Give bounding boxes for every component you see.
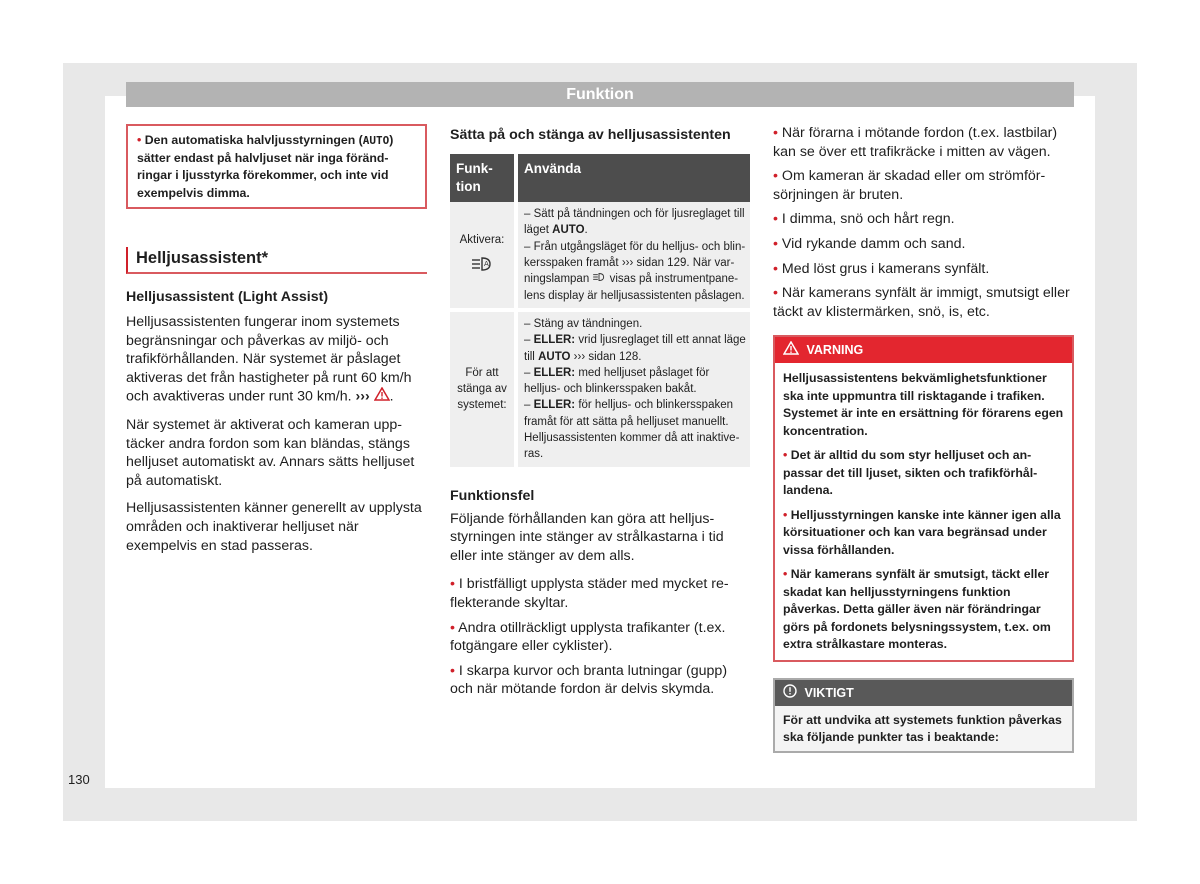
table-text: – xyxy=(524,334,534,347)
warning-triangle-icon xyxy=(374,387,390,407)
warning-triangle-icon xyxy=(783,338,799,364)
table-text: . xyxy=(638,350,642,363)
table-text: vrid ljusreglaget till ett annat läge till xyxy=(524,334,746,363)
table-emphasis: ELLER: xyxy=(533,399,576,412)
important-body: För att undvika att systemets funktion påverkas ska följande punkter tas i beaktande: xyxy=(775,706,1072,751)
row-label-cell xyxy=(450,310,516,467)
column-left xyxy=(126,124,427,555)
table-text: – Från utgångsläget för du helljus- och blinkersspaken framåt xyxy=(524,240,746,269)
section-title: Helljusassistent* xyxy=(126,247,427,274)
bullet-dot: • xyxy=(783,507,788,522)
page-reference-link[interactable]: ››› sidan 128 xyxy=(573,350,639,363)
table-text: – xyxy=(524,366,534,379)
paragraph: Helljusassistenten känner generellt av upplysta områden och inaktiverar helljuset när exempelvis en stad passeras. xyxy=(126,500,422,554)
paragraph: När systemet är aktiverat och kameran upptäcker andra fordon som kan bländas, stängs helljuset automatiskt av. Annars sätts helljuset på automatiskt. xyxy=(126,416,415,489)
table-emphasis: ELLER: xyxy=(533,334,576,347)
bullet-dot: • xyxy=(783,567,788,582)
list-item-text: I skarpa kurvor och branta lutningar (gupp) och när mötande fordon är delvis skymda. xyxy=(450,662,728,698)
important-header xyxy=(775,680,1072,706)
auto-symbol: AUTO xyxy=(538,350,571,363)
important-title: VIKTIGT xyxy=(804,685,854,700)
bullet-dot: • xyxy=(773,285,778,302)
table-text: – xyxy=(524,399,534,412)
list-item xyxy=(773,235,1074,254)
column-right xyxy=(773,124,1074,753)
row-text-cell xyxy=(516,310,750,467)
table-text: . När varningslampan xyxy=(524,256,735,286)
list-item xyxy=(773,260,1074,279)
warning-point xyxy=(783,566,1064,654)
table-line: – Stäng av tändningen. xyxy=(524,317,643,330)
table-header-row xyxy=(450,154,750,202)
list-item xyxy=(773,284,1074,321)
bullet-dot: • xyxy=(773,168,778,185)
paragraph: Följande förhållanden kan göra att helljusstyrningen inte stänger av strålkastarna i tid eller inte stänger av dem alls. xyxy=(450,510,724,564)
list-item-text: I bristfälligt upplysta städer med mycket reflekterande skyltar. xyxy=(450,576,729,612)
table-header-use: Använda xyxy=(516,154,750,202)
paragraph-text: Helljusassistenten fungerar inom systemets begränsningar och påverkas av miljö- och trafikförhållanden. När systemet är påslaget aktiveras det från hastigheter på runt 60 km/h och avaktiveras under runt 30 km/h. xyxy=(126,314,412,405)
row-label: Aktivera: xyxy=(459,234,505,247)
list-item xyxy=(450,575,750,612)
bullet-dot: • xyxy=(137,133,142,147)
table-line xyxy=(524,206,746,239)
list-item-text: Om kameran är skadad eller om strömförsörjningen är bruten. xyxy=(773,168,1046,203)
table-row xyxy=(450,202,750,310)
list-item xyxy=(773,124,1074,161)
table-line xyxy=(524,365,746,398)
subheading: Helljusassistent (Light Assist) xyxy=(126,289,329,305)
table-line xyxy=(524,332,746,365)
table-text: visas på instrumentpanelens display är helljusassistenten påslagen. xyxy=(524,273,745,302)
warning-point-text: Helljusstyrningen kanske inte känner igen alla körsituationer och kan vara begränsad under vissa förhållanden. xyxy=(783,507,1061,557)
warning-box xyxy=(773,335,1074,662)
note-rest: ) sätter endast på halvljuset när inga förändringar i ljusstyrka förekommer, och inte vid exempelvis dimma. xyxy=(137,133,394,200)
warning-point-text: Det är alltid du som styr helljuset och anpassar det till ljuset, sikten och trafikförhållandena. xyxy=(783,448,1038,498)
warning-point-text: När kamerans synfält är smutsigt, täckt eller skadat kan helljusstyrningens funktion påverkas. Detta gäller även när förändringar görs på fordonets belysningssystem, t.ex. om extra strålkastare monteras. xyxy=(783,567,1051,652)
warning-point xyxy=(783,507,1064,560)
table-line xyxy=(524,397,746,462)
high-beam-assist-icon xyxy=(592,271,606,287)
column-middle xyxy=(450,124,750,699)
table-line xyxy=(524,239,746,304)
table-text: för helljus- och blinkersspaken framåt för att sätta på helljuset manuellt. Helljusassistenten kommer då att inaktiveras. xyxy=(524,399,740,461)
row-label: För att stänga av systemet: xyxy=(457,366,507,412)
bullet-list xyxy=(450,575,750,699)
row-text-cell xyxy=(516,202,750,310)
info-circle-icon xyxy=(783,681,797,707)
auto-symbol: AUTO xyxy=(552,224,585,237)
chapter-header: Funktion xyxy=(126,82,1074,107)
warning-title: VARNING xyxy=(806,343,864,358)
list-item xyxy=(773,210,1074,229)
list-item xyxy=(450,662,750,699)
table-header-function: Funktion xyxy=(450,154,516,202)
list-item-text: I dimma, snö och hårt regn. xyxy=(781,211,955,228)
list-item-text: Vid rykande damm och sand. xyxy=(781,235,966,252)
bullet-dot: • xyxy=(450,619,455,636)
bullet-dot: • xyxy=(773,125,778,141)
table-heading: Sätta på och stänga av helljusassistenten xyxy=(450,127,731,143)
important-box xyxy=(773,678,1074,753)
warning-intro: Helljusassistentens bekvämlighetsfunktioner ska inte uppmuntra till risktagande i trafiken. Systemet är inte en ersättning för förarens egen koncentration. xyxy=(783,371,1064,438)
svg-text:A: A xyxy=(484,260,489,269)
auto-symbol: AUTO xyxy=(362,134,390,147)
table-text: med helljuset påslaget för helljus- och blinkersspaken bakåt. xyxy=(524,366,710,396)
warning-header xyxy=(775,337,1072,363)
note-box xyxy=(126,124,427,209)
bullet-dot: • xyxy=(773,211,778,228)
page-number: 130 xyxy=(68,772,90,787)
paragraph: Helljusassistenten fungerar inom systemets begränsningar och påverkas av miljö- och trafikförhållanden. När systemet är påslaget aktiveras det från hastigheter på runt 60 km/h och avaktiveras under runt 30 km/h. ››› . xyxy=(126,313,427,407)
list-item-text: När förarna i mötande fordon (t.ex. lastbilar) kan se över ett trafikräcke i mitten av vägen. xyxy=(773,125,1058,160)
page-reference-link[interactable]: ››› sidan 129 xyxy=(621,256,687,269)
table-text: – Sätt på tändningen och för ljusreglaget till läget xyxy=(524,208,745,237)
list-item xyxy=(773,167,1074,204)
note-prefix: Den automatiska halvljusstyrningen ( xyxy=(144,133,363,147)
list-item-text: När kamerans synfält är immigt, smutsigt eller täckt av klistermärken, snö, is, etc. xyxy=(773,285,1070,320)
row-label-cell xyxy=(450,202,516,310)
table-row xyxy=(450,310,750,467)
fault-heading: Funktionsfel xyxy=(450,487,535,504)
list-item-text: Andra otillräckligt upplysta trafikanter (t.ex. fotgängare eller cyklister). xyxy=(450,619,726,655)
bullet-dot: • xyxy=(783,448,788,463)
list-item xyxy=(450,619,750,656)
bullet-dot: • xyxy=(773,235,778,252)
list-item-text: Med löst grus i kamerans synfält. xyxy=(781,260,990,277)
bullet-dot: • xyxy=(450,662,455,679)
table-text: . xyxy=(584,224,588,237)
bullet-dot: • xyxy=(450,576,455,593)
warning-point xyxy=(783,447,1064,500)
bullet-dot: • xyxy=(773,260,778,277)
function-table xyxy=(450,154,750,467)
table-emphasis: ELLER: xyxy=(533,366,576,379)
reference-arrows[interactable]: ››› xyxy=(355,388,370,405)
high-beam-assist-icon xyxy=(453,256,511,277)
warning-body xyxy=(775,363,1072,660)
